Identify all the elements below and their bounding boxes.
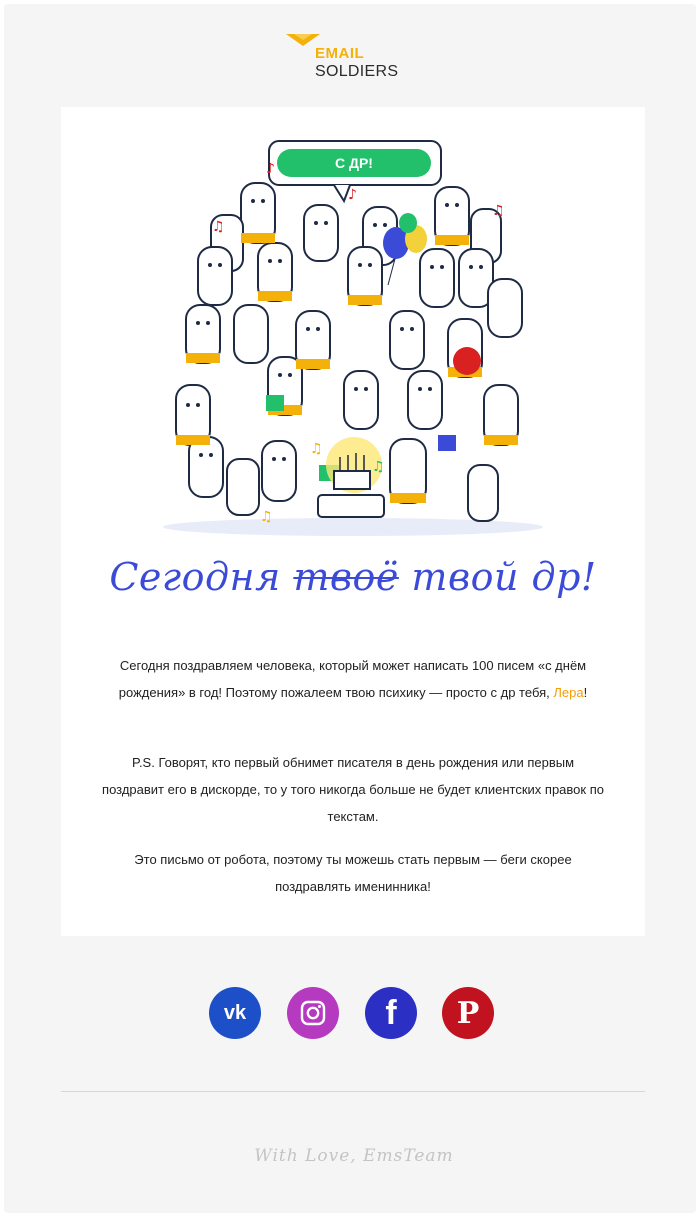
greeting-paragraph	[101, 652, 605, 706]
headline	[61, 555, 645, 599]
headline-after: твой др!	[398, 555, 597, 599]
vk-label: vk	[223, 1001, 247, 1024]
instagram-glyph	[300, 1000, 326, 1026]
recipient-name: Лера	[553, 685, 584, 700]
postscript-paragraph: P.S. Говорят, кто первый обнимет писателя в день рождения или первым поздравит его в дискорде, то у того никогда больше не будет клиентских правок по текстам.	[102, 755, 604, 824]
email-soldiers-logo[interactable]	[286, 34, 426, 84]
social-links	[209, 987, 499, 1043]
headline-strikethrough: твоё	[293, 555, 399, 599]
logo-text-email: EMAIL	[315, 45, 365, 62]
logo-text-soldiers: SOLDIERS	[315, 63, 399, 80]
pinterest-label: P	[456, 995, 480, 1031]
greeting-text: Сегодня поздравляем человека, который может написать 100 писем «с днём рождения» в год! Поэтому пожалеем твою психику — просто с др тебя,	[118, 658, 587, 700]
flower-bouquet	[453, 347, 481, 375]
message-card	[61, 107, 645, 936]
footer-divider	[61, 1091, 645, 1092]
svg-text:♪: ♪	[266, 161, 275, 177]
gift-box	[438, 435, 456, 451]
vk-icon[interactable]	[209, 987, 261, 1039]
headline-before: Сегодня	[109, 555, 294, 599]
svg-text:♫: ♫	[372, 459, 385, 475]
facebook-label: f	[385, 993, 397, 1032]
svg-text:♫: ♫	[212, 219, 225, 235]
svg-text:♫: ♫	[492, 203, 505, 219]
signature: With Love, EmsTeam	[254, 1146, 454, 1166]
svg-text:♫: ♫	[310, 441, 323, 457]
svg-text:♫: ♫	[260, 509, 273, 525]
pinterest-icon[interactable]	[442, 987, 494, 1039]
birthday-crowd-illustration	[158, 135, 548, 545]
speech-bubble-text: С ДР!	[335, 155, 373, 171]
greeting-end: !	[583, 685, 588, 700]
robot-note-paragraph: Это письмо от робота, поэтому ты можешь стать первым — беги скорее поздравлять именинника!	[134, 852, 572, 894]
facebook-icon[interactable]	[365, 987, 417, 1039]
instagram-icon[interactable]	[287, 987, 339, 1039]
email-background	[4, 4, 696, 1213]
svg-text:♪: ♪	[348, 187, 357, 203]
gift-box	[266, 395, 284, 411]
